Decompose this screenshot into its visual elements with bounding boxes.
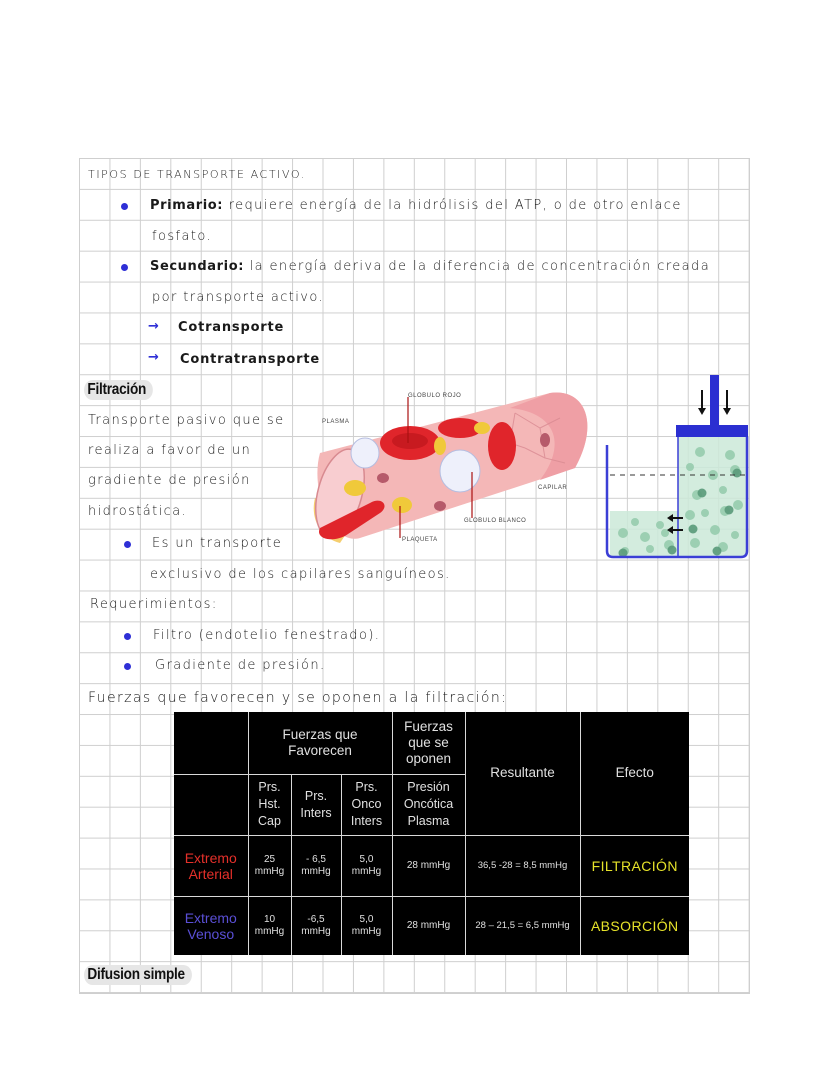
row-label-venoso: Extremo Venoso <box>174 896 248 955</box>
table-row <box>174 835 689 896</box>
bullet-icon <box>124 633 131 640</box>
filtracion-line-4: hidrostática. <box>88 504 188 519</box>
requirement-gradiente: Gradiente de presión. <box>155 658 326 673</box>
cell-onco-inters: 5,0 mmHg <box>341 835 392 896</box>
secundario-item <box>150 259 710 274</box>
table-corner-cell <box>174 712 248 774</box>
requirement-filtro: Filtro (endotelio fenestrado). <box>153 628 381 643</box>
cell-inters: - 6,5 mmHg <box>291 835 341 896</box>
cell-efecto: ABSORCIÓN <box>580 896 689 955</box>
arrow-right-icon: → <box>148 350 159 365</box>
label-globulo-rojo: GLOBULO ROJO <box>408 393 462 399</box>
header-oponen: Fuerzas que se oponen <box>392 712 465 774</box>
secundario-continuation: por transporte activo. <box>152 290 325 305</box>
label-capilar: CAPILAR <box>538 485 568 491</box>
cell-inters: -6,5 mmHg <box>291 896 341 955</box>
primario-continuation: fosfato. <box>152 229 213 244</box>
bullet-icon <box>124 541 131 548</box>
label-plaqueta: PLAQUETA <box>402 537 438 543</box>
cell-efecto: FILTRACIÓN <box>580 835 689 896</box>
forces-title: Fuerzas que favorecen y se oponen a la filtración: <box>88 690 508 706</box>
label-globulo-blanco: GLOBULO BLANCO <box>464 518 527 524</box>
cell-onco-plasma: 28 mmHg <box>392 896 465 955</box>
subheader-hst-cap: Prs. Hst. Cap <box>248 774 291 835</box>
forces-table <box>174 712 689 955</box>
exclusive-continuation: exclusivo de los capilares sanguíneos. <box>150 567 451 582</box>
arrow-right-icon: → <box>148 319 159 334</box>
row-label-arterial: Extremo Arterial <box>174 835 248 896</box>
exclusive-bullet: Es un transporte <box>152 536 283 551</box>
subheader-onco-plasma: Presión Oncótica Plasma <box>392 774 465 835</box>
requerimientos-title: Requerimientos: <box>90 597 218 612</box>
primario-term: Primario: <box>150 198 224 213</box>
secundario-text: la energía deriva de la diferencia de concentración creada <box>249 259 711 274</box>
cell-hst-cap: 25 mmHg <box>248 835 291 896</box>
filtracion-line-2: realiza a favor de un <box>88 443 252 458</box>
filtracion-line-3: gradiente de presión <box>88 473 251 488</box>
cell-resultante: 36,5 -28 = 8,5 mmHg <box>465 835 580 896</box>
contratransporte-item: Contratransporte <box>180 352 320 367</box>
cell-onco-plasma: 28 mmHg <box>392 835 465 896</box>
capillary-illustration <box>310 388 600 548</box>
primario-text: requiere energía de la hidrólisis del ATP, o de otro enlace <box>228 198 682 213</box>
header-efecto: Efecto <box>580 712 689 835</box>
capillary-svg <box>310 388 600 548</box>
header-resultante: Resultante <box>465 712 580 835</box>
subheader-inters: Prs. Inters <box>291 774 341 835</box>
filtracion-line-1: Transporte pasivo que se <box>88 413 285 428</box>
header-favorecen: Fuerzas que Favorecen <box>248 712 392 774</box>
bullet-icon <box>121 203 128 210</box>
section-title-active-transport: TIPOS DE TRANSPORTE ACTIVO. <box>88 168 306 181</box>
beaker-svg <box>605 375 750 560</box>
cell-resultante: 28 – 21,5 = 6,5 mmHg <box>465 896 580 955</box>
primario-item <box>150 198 682 213</box>
cell-hst-cap: 10 mmHg <box>248 896 291 955</box>
heading-difusion-simple: Difusion simple <box>84 965 192 985</box>
cotransporte-item: Cotransporte <box>178 320 285 335</box>
bullet-icon <box>124 663 131 670</box>
bullet-icon <box>121 264 128 271</box>
label-plasma: PLASMA <box>322 419 350 425</box>
cell-onco-inters: 5,0 mmHg <box>341 896 392 955</box>
subheader-onco-inters: Prs. Onco Inters <box>341 774 392 835</box>
table-empty-cell <box>174 774 248 835</box>
pressure-beaker-illustration <box>605 375 750 560</box>
table-row <box>174 896 689 955</box>
heading-filtracion: Filtración <box>84 380 153 400</box>
secundario-term: Secundario: <box>150 259 245 274</box>
